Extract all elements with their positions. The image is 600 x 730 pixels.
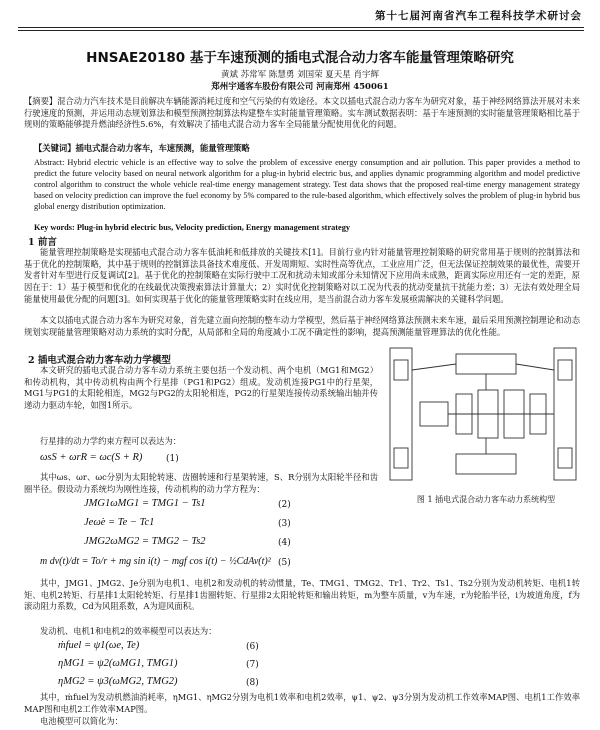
section-1-heading: 1 前言 <box>28 237 57 248</box>
section-2-paragraph-6: 其中，ṁfuel为发动机燃油消耗率，ηMG1、ηMG2分别为电机1效率和电机2效率，ψ1、ψ2、ψ3分别为发动机工作效率MAP图、电机1工作效率MAP图和电机2工作效率MAP图。 <box>24 692 580 714</box>
abstract-cn: 【摘要】混合动力汽车技术是目前解决车辆能源消耗过度和空气污染的有效途径。本文以插电式混合动力客车为研究对象，基于神经网络算法开展对未来行驶速度的预测，并运用动态规划算法和模型预测控制算法构建整车实时能量管理策略。实车测试数据表明：基于车速预测的实时能量管理策略相比基于规则的策略能够提升燃油经济性5.6%，有效解决了插电式混合动力客车全局能量分配使用优化的问题。 <box>24 96 580 130</box>
section-2-paragraph-7: 电池模型可以简化为： <box>40 716 123 726</box>
paper-affiliation: 郑州宇通客车股份有限公司 河南郑州 450061 <box>211 82 389 92</box>
wheel-rear-right <box>558 448 572 468</box>
section-2-paragraph-2: 行星排的动力学约束方程可以表达为： <box>40 436 182 446</box>
header-rule-2 <box>18 30 584 31</box>
section-2-paragraph-5: 发动机、电机1和电机2的效率模型可以表达为： <box>40 626 217 636</box>
wheel-rear-left <box>394 448 408 468</box>
abstract-en: Abstract: Hybrid electric vehicle is an effective way to solve the problem of excessive energy consumption and air pollution. This paper provides a method to predict the future velocity based on neural network algorithm for a plug-in hybrid electric bus, and applies dynamic programming algorithm and model predictive control algorithm to construct the whole vehicle real-time energy management strategy. Test data shows that the proposed real-time energy management strategy based on velocity prediction can improve the fuel economy by 5% compared to the rule-based algorithm, which effectively solves the problem of plug-in hybrid bus global energy distribution optimization. <box>34 158 580 211</box>
wheel-front-right <box>558 360 572 380</box>
section-2-paragraph-3: 其中ωs、ωr、ωc分别为太阳轮转速、齿圈转速和行星架转速，S、R分别为太阳轮半径和齿圈半径。假设动力系统均为刚性连接，传动机构的动力学方程为： <box>24 472 378 494</box>
paper-title: HNSAE20180 基于车速预测的插电式混合动力客车能量管理策略研究 <box>86 50 514 66</box>
equation-5-number: (5) <box>278 558 291 568</box>
inverter-block <box>456 354 516 374</box>
equation-6: ṁfuel = ψ1(ωe, Te) <box>58 640 140 651</box>
vehicle-frame-right <box>554 348 576 480</box>
control-wire-1 <box>412 364 456 370</box>
control-wire-2 <box>516 364 554 370</box>
header-rule <box>18 27 584 28</box>
equation-1-number: (1) <box>166 454 179 464</box>
equation-7-number: (7) <box>246 660 259 670</box>
equation-5: m dv(t)/dt = To/r + mg sin i(t) − mgf cos i(t) − ½CdAv(t)² <box>40 556 271 567</box>
wheel-front-left <box>394 360 408 380</box>
keywords-cn: 【关键词】插电式混合动力客车，车速预测，能量管理策略 <box>34 143 250 153</box>
engine-block <box>420 402 448 426</box>
equation-8: ηMG2 = ψ3(ωMG2, TMG2) <box>58 676 178 687</box>
vehicle-frame-left <box>390 348 412 480</box>
section-1-paragraph-1: 能量管理控制策略是实现插电式混合动力客车低油耗和低排放的关键技术[1]。目前行业内针对能量管理控制策略的研究常用基于规则的控制算法和基于优化的控制策略，其中基于规则的控制算法具备技术难度低、开发周期短、实时性高等优点，工业应用广泛，但无法保证控制效果的最优性，需要开发者针对车型进行反复调试[2]。基于优化的控制策略在实际行驶中工况和扰动未知或部分未知情况下应用尚未成熟，距离实际应用还有一定的差距，原因在于：1）基于模型和优化的在线最优决策搜索算法计算量大；2）实时优化控制策略对以工况为代表的扰动变量抗干扰能力差；3）无法有效处理全局能量使用最优分配的问题[3]。如何实现基于优化的能量管理策略实时在线应用，是当前混合动力客车发展亟需解决的关键科学问题。 <box>24 247 580 304</box>
section-2-heading: 2 插电式混合动力客车动力学模型 <box>28 355 171 366</box>
paper-authors: 黄斌 苏常军 陈慧勇 刘国荣 夏天星 肖宇辉 <box>220 70 379 80</box>
equation-4: JMG2ω̇MG2 = TMG2 − Ts2 <box>84 536 206 547</box>
powertrain-diagram <box>386 340 580 488</box>
equation-1: ωsS + ωrR = ωc(S + R) <box>40 452 143 463</box>
equation-6-number: (6) <box>246 642 259 652</box>
equation-8-number: (8) <box>246 678 259 688</box>
equation-7: ηMG1 = ψ2(ωMG1, TMG1) <box>58 658 178 669</box>
battery-block <box>456 454 516 474</box>
keywords-en: Key words: Plug-in hybrid electric bus, Velocity prediction, Energy management strategy <box>34 223 351 232</box>
section-1-paragraph-2: 本文以插电式混合动力客车为研究对象，首先建立面向控制的整车动力学模型，然后基于神经网络算法预测未来车速，最后采用预测控制理论和动态规划实现能量管理策略对动力系统的实时分配，从局部和全局的角度减小工况不确定性的影响，提高预测能量管理算法的优化性能。 <box>24 315 580 337</box>
equation-3-number: (3) <box>278 519 291 529</box>
equation-2: JMG1ω̇MG1 = TMG1 − Ts1 <box>84 498 206 509</box>
equation-3: Jeω̇e = Te − Tc1 <box>84 517 155 528</box>
figure-1-caption: 图 1 插电式混合动力客车动力系统构型 <box>416 495 556 504</box>
equation-2-number: (2) <box>278 500 291 510</box>
conference-header: 第十七届河南省汽车工程科技学术研讨会 <box>375 10 582 22</box>
equation-4-number: (4) <box>278 538 291 548</box>
section-2-paragraph-4: 其中，JMG1、JMG2、Je分别为电机1、电机2和发动机的转动惯量，Te、TMG1、TMG2、Tr1、Tr2、Ts1、Ts2分别为发动机转矩、电机1转矩、电机2转矩、行星排1太阳轮转矩、行星排1齿圈转矩、行星排2太阳轮转矩和输出转矩，m为整车质量，v为车速，r为轮胎半径，i为坡道角度，f为滚动阻力系数，Cd为风阻系数，A为迎风面积。 <box>24 578 580 612</box>
section-2-paragraph-1: 本文研究的插电式混合动力客车动力系统主要包括一个发动机、两个电机（MG1和MG2）和传动机构，其中传动机构由两个行星排（PG1和PG2）组成。发动机连接PG1中的行星架，MG1与PG1的太阳轮相连，MG2与PG2的太阳轮相连，PG2的行星架连接传动系统输出轴并传递动力驱动车轮，如图1所示。 <box>24 365 378 411</box>
